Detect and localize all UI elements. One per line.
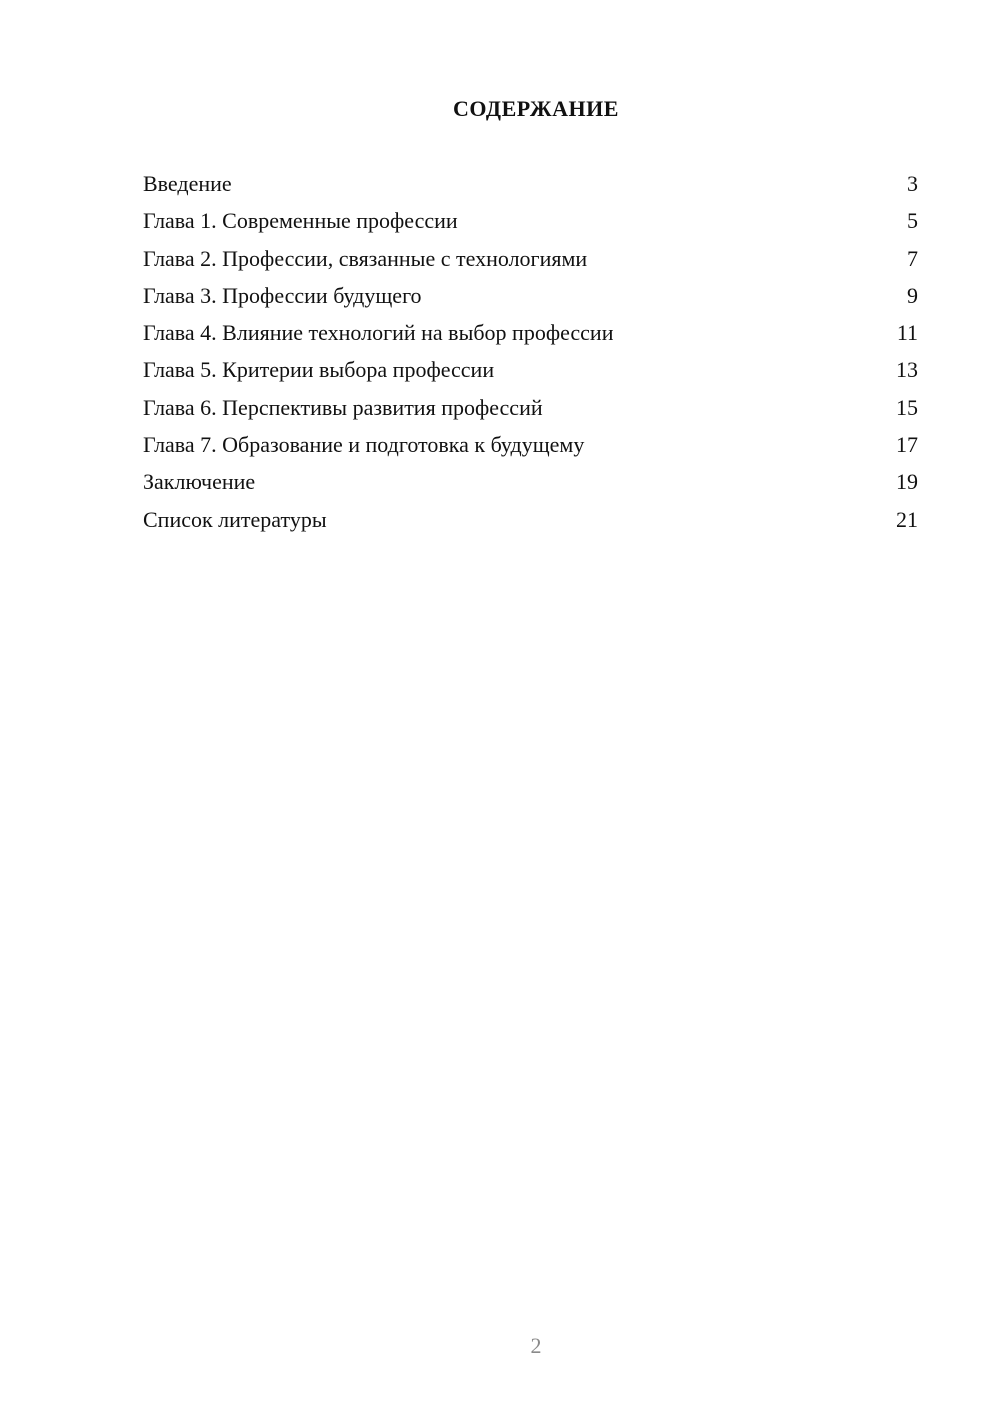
toc-entry-chapter-3 bbox=[143, 282, 918, 319]
toc-entry-label: Список литературы bbox=[143, 506, 327, 532]
toc-entry-introduction bbox=[143, 170, 918, 207]
toc-entry-page: 19 bbox=[896, 469, 918, 495]
toc-entry-chapter-6 bbox=[143, 394, 918, 431]
toc-entry-page: 13 bbox=[896, 357, 918, 383]
toc-entry-chapter-2 bbox=[143, 245, 918, 282]
toc-entry-page: 9 bbox=[907, 282, 918, 308]
toc-entry-label: Глава 6. Перспективы развития профессий bbox=[143, 394, 543, 420]
toc-entry-page: 21 bbox=[896, 506, 918, 532]
page-title: СОДЕРЖАНИЕ bbox=[453, 96, 619, 121]
toc-entry-chapter-5 bbox=[143, 356, 918, 393]
table-of-contents bbox=[143, 170, 918, 543]
toc-entry-label: Заключение bbox=[143, 469, 256, 495]
toc-entry-bibliography bbox=[143, 506, 918, 543]
toc-entry-label: Глава 5. Критерии выбора профессии bbox=[143, 357, 495, 383]
page-number: 2 bbox=[530, 1333, 542, 1358]
toc-entry-label: Глава 3. Профессии будущего bbox=[143, 282, 422, 308]
toc-entry-chapter-4 bbox=[143, 319, 918, 356]
toc-entry-label: Глава 4. Влияние технологий на выбор профессии bbox=[143, 320, 614, 346]
toc-entry-page: 7 bbox=[907, 245, 918, 271]
toc-entry-label: Введение bbox=[143, 171, 232, 196]
toc-entry-label: Глава 2. Профессии, связанные с технологиями bbox=[143, 245, 588, 271]
toc-entry-page: 15 bbox=[896, 394, 918, 420]
toc-entry-label: Глава 1. Современные профессии bbox=[143, 208, 458, 234]
toc-entry-chapter-1 bbox=[143, 207, 918, 244]
toc-entry-page: 3 bbox=[907, 171, 918, 196]
toc-entry-page: 11 bbox=[896, 320, 918, 346]
toc-entry-page: 17 bbox=[896, 432, 918, 458]
toc-entry-label: Глава 7. Образование и подготовка к будущему bbox=[143, 432, 585, 458]
toc-entry-page: 5 bbox=[907, 208, 918, 234]
toc-entry-chapter-7 bbox=[143, 431, 918, 468]
toc-entry-conclusion bbox=[143, 468, 918, 505]
